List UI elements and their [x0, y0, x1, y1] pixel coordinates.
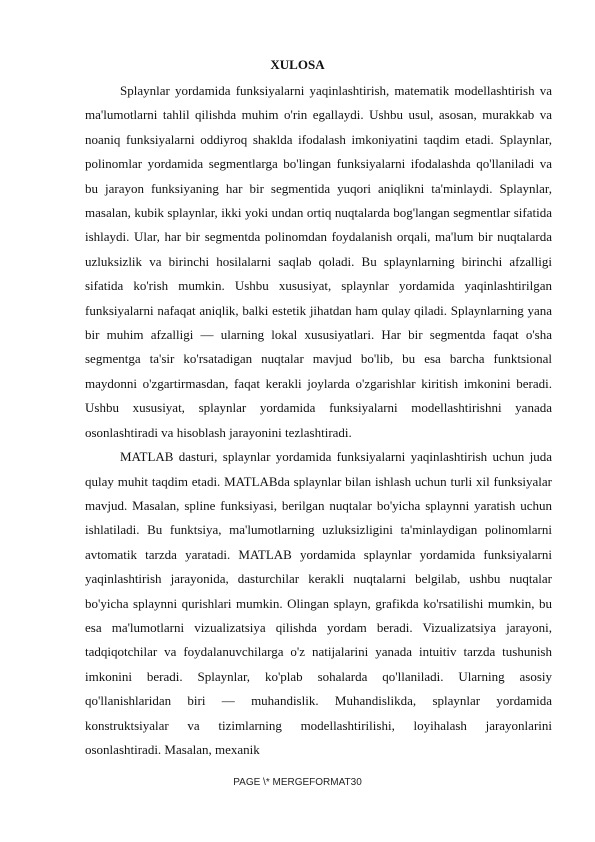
paragraph-2: MATLAB dasturi, splaynlar yordamida funksiyalarni yaqinlashtirish uchun juda qulay muhit taqdim etadi. MATLABda splaynlar bilan ishlash uchun turli xil funksiyalar mavjud. Masalan, spline funksiyasi, berilgan nuqtalar bo'yicha splaynni yaratish uchun ishlatiladi. Bu funktsiya, ma'lumotlarning uzluksizligini ta'minlaydigan polinomlarni avtomatik tarzda yaratadi. MATLAB yordamida splaynlar yordamida funksiyalarni yaqinlashtirish jarayonida, dasturchilar kerakli nuqtalarni belgilab, ushbu nuqtalar bo'yicha splaynni qurishlari mumkin. Olingan splayn, grafikda ko'rsatilishi mumkin, bu esa ma'lumotlarni vizualizatsiya qilishda yordam beradi. Vizualizatsiya jarayoni, tadqiqotchilar va foydalanuvchilarga o'z natijalarini yanada intuitiv tarzda tushunish imkonini beradi. Splaynlar, ko'plab sohalarda qo'llaniladi. Ularning asosiy qo'llanishlaridan biri — muhandislik. Muhandislikda, splaynlar yordamida konstruktsiyalar va tizimlarning modellashtirilishi, loyihalash jarayonlarini osonlashtiradi. Masalan, mexanik: [85, 449, 552, 757]
page-footer-field: PAGE \* MERGEFORMAT30: [233, 777, 362, 788]
document-body: [85, 79, 552, 762]
paragraph-1: Splaynlar yordamida funksiyalarni yaqinlashtirish, matematik modellashtirish va ma'lumotlarni tahlil qilishda muhim o'rin egallaydi. Ushbu usul, asosan, murakkab va noaniq funksiyalarni oddiyroq shaklda ifodalash imkoniyatini taqdim etadi. Splaynlar, polinomlar yordamida segmentlarga bo'lingan funksiyalarni ifodalashda qo'llaniladi va bu jarayon funksiyaning har bir segmentida yuqori aniqlikni ta'minlaydi. Splaynlar, masalan, kubik splaynlar, ikki yoki undan ortiq nuqtalarda bog'langan segmentlar sifatida ishlaydi. Ular, har bir segmentda polinomdan foydalanish orqali, ma'lum bir nuqtalarda uzluksizlik va birinchi hosilalarni saqlab qoladi. Bu splaynlarning birinchi afzalligi sifatida ko'rish mumkin. Ushbu xususiyat, splaynlar yordamida yaqinlashtirilgan funksiyalarni nafaqat aniqlik, balki estetik jihatdan ham qulay qiladi. Splaynlarning yana bir muhim afzalligi — ularning lokal xususiyatlari. Har bir segmentda faqat o'sha segmentga ta'sir ko'rsatadigan nuqtalar mavjud bo'lib, bu esa barcha funktsional maydonni o'zgartirmasdan, faqat kerakli joylarda o'zgarishlar kiritish imkonini beradi. Ushbu xususiyat, splaynlar yordamida funksiyalarni modellashtirishni yanada osonlashtiradi va hisoblash jarayonini tezlashtiradi.: [85, 83, 552, 440]
document-title: XULOSA: [270, 57, 325, 72]
